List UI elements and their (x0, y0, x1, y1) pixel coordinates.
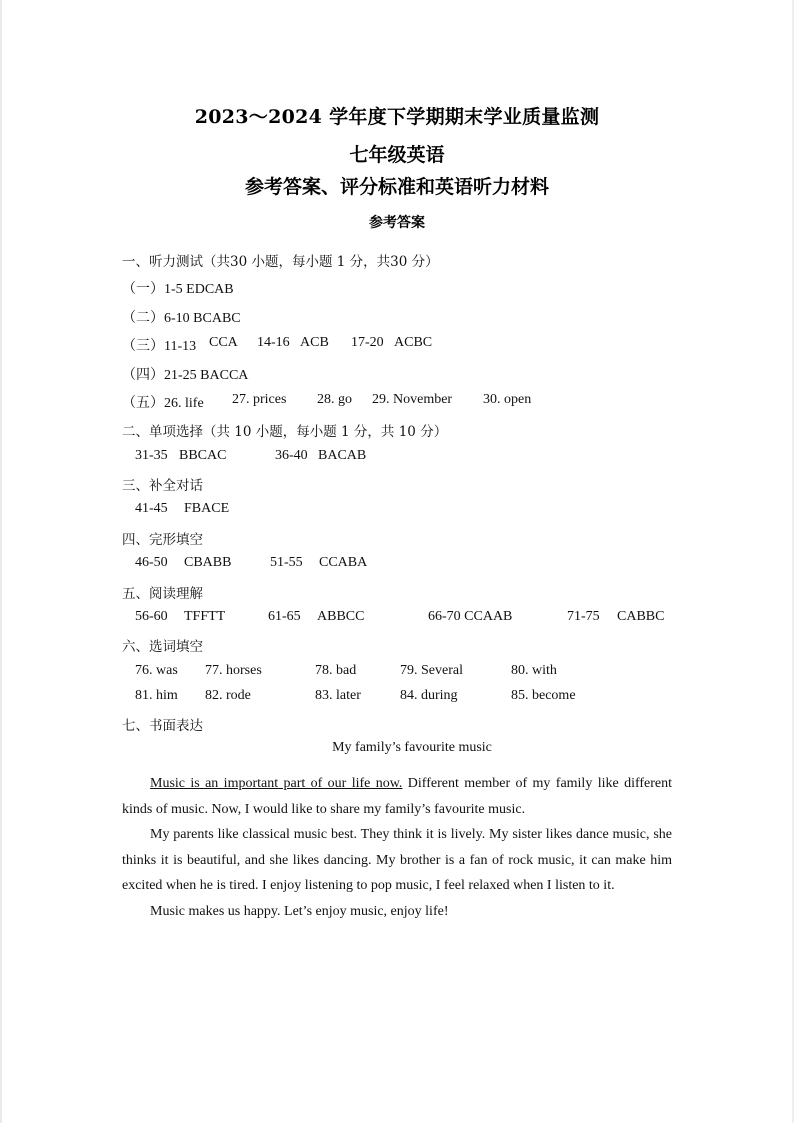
word-fill-answer: 80. with (511, 663, 557, 678)
reading-num-a: 56-60 (135, 609, 168, 624)
section-word-fill-heading: 六、选词填空 (122, 639, 203, 655)
word-fill-answer: 84. during (400, 688, 458, 703)
essay-topic-sentence: Music is an important part of our life now. (150, 776, 403, 791)
grade-subject-title: 七年级英语 (349, 144, 445, 166)
essay-paragraph-2: My parents like classical music best. They think it is lively. My sister likes dance music, she thinks it is beautiful, and she likes dancing. My brother is a fan of rock music, it can make him excited when he is tired. I enjoy listening to pop music, I feel relaxed when I listen to it. (122, 827, 672, 893)
listening-part3-answer-c: ACBC (394, 335, 433, 350)
reading-answer-d: CABBC (617, 609, 665, 624)
section-dialogue-heading: 三、补全对话 (122, 478, 203, 494)
reading-num-d: 71-75 (567, 609, 600, 624)
exam-title: 2023～2024 学年度下学期期末学业质量监测 (194, 106, 600, 128)
single-choice-answer-a: BBCAC (179, 448, 227, 463)
reading-answer-a: TFFTT (184, 609, 226, 624)
scan-edge-left (0, 0, 2, 1123)
essay-paragraph-3: Music makes us happy. Let’s enjoy music, enjoy life! (150, 903, 449, 919)
listening-part5-answer-d: 30. open (483, 392, 532, 407)
word-fill-answer: 79. Several (400, 663, 463, 678)
single-choice-num-b: 36-40 (275, 448, 308, 463)
listening-part1-answers: （一）1-5 EDCAB (122, 282, 234, 297)
section-writing-heading: 七、书面表达 (122, 718, 203, 734)
cloze-answer-a: CBABB (184, 555, 232, 570)
reading-num-b: 61-65 (268, 609, 301, 624)
dialogue-num: 41-45 (135, 501, 168, 516)
word-fill-answer: 81. him (135, 688, 178, 703)
listening-part4-answers: （四）21-25 BACCA (122, 368, 249, 383)
essay-title: My family’s favourite music (332, 740, 492, 755)
essay-paragraph-1 (122, 771, 672, 822)
listening-part5-answer-b: 28. go (317, 392, 352, 407)
word-fill-answer: 83. later (315, 688, 361, 703)
word-fill-answer: 85. become (511, 688, 576, 703)
section-reading-heading: 五、阅读理解 (122, 586, 203, 602)
answers-subtitle: 参考答案 (369, 215, 425, 231)
section-single-choice-heading: 二、单项选择（共 10 小题，每小题 1 分，共 10 分） (122, 424, 448, 440)
listening-part5-answer-a: 27. prices (232, 392, 287, 407)
word-fill-answer: 77. horses (205, 663, 262, 678)
listening-part3-label: （三）11-13 (122, 339, 197, 354)
cloze-answer-b: CCABA (319, 555, 368, 570)
essay-paragraph-1-rest: Different member of my family like different kinds of music. Now, I would like to share my family’s favourite music. (122, 776, 673, 817)
listening-part3-num-c: 17-20 (351, 335, 384, 350)
single-choice-num-a: 31-35 (135, 448, 168, 463)
word-fill-answer: 78. bad (315, 663, 357, 678)
section-listening-heading: 一、听力测试（共30 小题，每小题 1 分，共30 分） (122, 254, 439, 270)
reading-answer-c: 66-70 CCAAB (428, 609, 513, 624)
section-cloze-heading: 四、完形填空 (122, 532, 203, 548)
listening-part3-answer-b: ACB (300, 335, 329, 350)
cloze-num-b: 51-55 (270, 555, 303, 570)
listening-part5-answer-c: 29. November (372, 392, 453, 407)
single-choice-answer-b: BACAB (318, 448, 367, 463)
dialogue-answer: FBACE (184, 501, 230, 516)
model-essay (122, 771, 672, 924)
word-fill-answer: 76. was (135, 663, 178, 678)
listening-part5-label: （五）26. life (122, 396, 204, 411)
reading-answer-b: ABBCC (317, 609, 365, 624)
document-title: 参考答案、评分标准和英语听力材料 (244, 176, 549, 198)
listening-part2-answers: （二）6-10 BCABC (122, 311, 241, 326)
cloze-num-a: 46-50 (135, 555, 168, 570)
word-fill-answer: 82. rode (205, 688, 251, 703)
listening-part3-answer-a: CCA (209, 335, 238, 350)
listening-part3-num-b: 14-16 (257, 335, 290, 350)
